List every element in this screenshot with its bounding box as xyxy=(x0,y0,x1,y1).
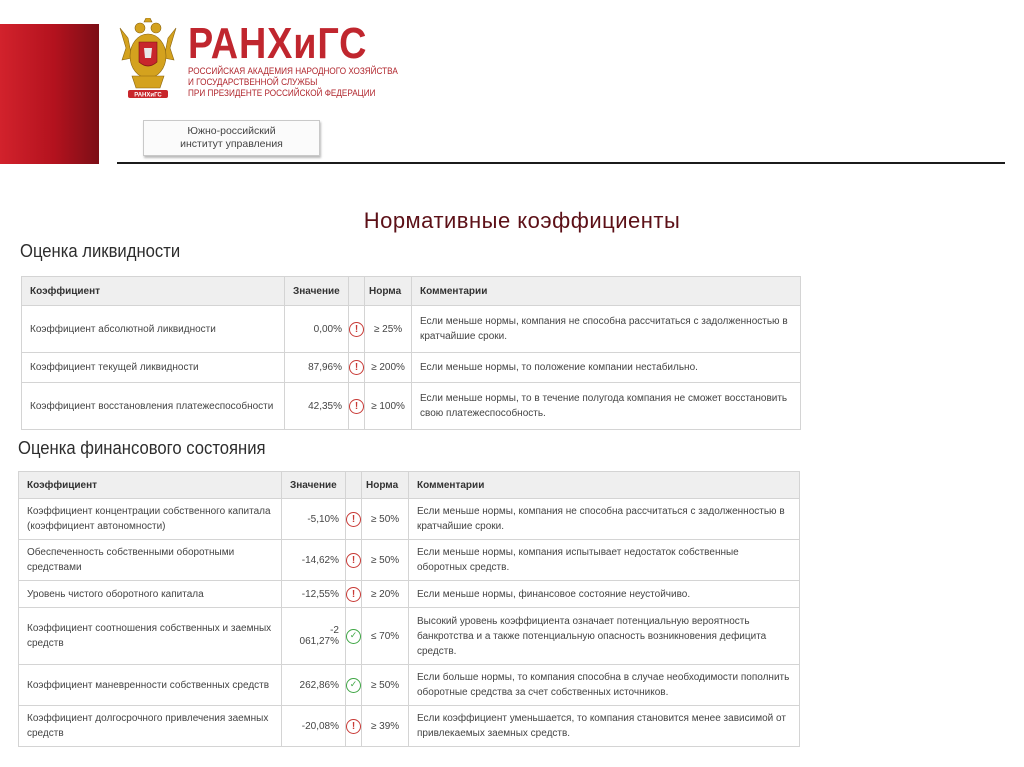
check-icon: ✓ xyxy=(346,678,361,693)
coefficient-norm: ≥ 50% xyxy=(362,499,409,540)
table-row xyxy=(19,581,800,608)
liquidity-table xyxy=(21,276,801,430)
coefficient-name: Коэффициент соотношения собственных и заемных средств xyxy=(19,608,282,665)
table-row xyxy=(22,383,801,430)
coefficient-comment: Если меньше нормы, то положение компании нестабильно. xyxy=(412,353,801,383)
coefficient-name: Коэффициент долгосрочного привлечения заемных средств xyxy=(19,706,282,747)
table-row xyxy=(22,306,801,353)
coefficient-value: 262,86% xyxy=(282,665,346,706)
coefficient-name: Коэффициент восстановления платежеспособности xyxy=(22,383,285,430)
coefficient-comment: Если меньше нормы, то в течение полугода компания не сможет восстановить свою платежеспособность. xyxy=(412,383,801,430)
coefficient-name: Коэффициент концентрации собственного капитала (коэффициент автономности) xyxy=(19,499,282,540)
brand-subtitle-line-2: И ГОСУДАРСТВЕННОЙ СЛУЖБЫ xyxy=(188,77,318,88)
column-header-status xyxy=(346,472,362,499)
coefficient-value: -12,55% xyxy=(282,581,346,608)
coefficient-norm: ≥ 200% xyxy=(365,353,412,383)
slide-title: Нормативные коэффициенты xyxy=(363,208,681,233)
brand-name: РАНХиГС xyxy=(188,19,368,68)
logo-caption: РАНХиГС xyxy=(134,92,162,99)
coefficient-comment: Если меньше нормы, компания не способна рассчитаться с задолженностью в кратчайшие сроки. xyxy=(412,306,801,353)
table-header-row xyxy=(22,277,801,306)
coat-of-arms-logo xyxy=(118,18,178,104)
table-row xyxy=(19,499,800,540)
financial-section-title: Оценка финансового состояния xyxy=(18,437,266,458)
column-header-comment: Комментарии xyxy=(409,472,800,499)
brand-subtitle-line-1: РОССИЙСКАЯ АКАДЕМИЯ НАРОДНОГО ХОЗЯЙСТВА xyxy=(188,66,398,77)
warning-icon: ! xyxy=(349,322,364,337)
check-icon: ✓ xyxy=(346,629,361,644)
coefficient-norm: ≥ 20% xyxy=(362,581,409,608)
warning-icon: ! xyxy=(346,512,361,527)
coefficient-name: Обеспеченность собственными оборотными средствами xyxy=(19,540,282,581)
coefficient-norm: ≥ 50% xyxy=(362,665,409,706)
table-row xyxy=(19,665,800,706)
warning-icon: ! xyxy=(349,360,364,375)
column-header-name: Коэффициент xyxy=(19,472,282,499)
coefficient-value: 87,96% xyxy=(285,353,349,383)
coefficient-norm: ≤ 70% xyxy=(362,608,409,665)
column-header-value: Значение xyxy=(282,472,346,499)
coefficient-name: Коэффициент текущей ликвидности xyxy=(22,353,285,383)
coefficient-value: 42,35% xyxy=(285,383,349,430)
warning-icon: ! xyxy=(346,587,361,602)
coefficient-value: 0,00% xyxy=(285,306,349,353)
coefficient-value: -20,08% xyxy=(282,706,346,747)
financial-table xyxy=(18,471,800,747)
red-accent-bar xyxy=(0,24,99,164)
column-header-norm: Норма xyxy=(362,472,409,499)
coefficient-comment: Если коэффициент уменьшается, то компания становится менее зависимой от привлекаемых заемных средств. xyxy=(409,706,800,747)
coefficient-norm: ≥ 50% xyxy=(362,540,409,581)
brand-subtitle-line-3: ПРИ ПРЕЗИДЕНТЕ РОССИЙСКОЙ ФЕДЕРАЦИИ xyxy=(188,88,376,99)
institute-text: Южно-российский институт управления xyxy=(180,125,283,150)
table-row xyxy=(19,608,800,665)
table-row xyxy=(19,706,800,747)
coefficient-norm: ≥ 39% xyxy=(362,706,409,747)
brand-block xyxy=(188,19,432,99)
table-header-row xyxy=(19,472,800,499)
coefficient-norm: ≥ 25% xyxy=(365,306,412,353)
coefficient-comment: Если меньше нормы, финансовое состояние неустойчиво. xyxy=(409,581,800,608)
coefficient-comment: Высокий уровень коэффициента означает потенциальную вероятность банкротства и а также потенциальную опасность возникновения дефицита средств. xyxy=(409,608,800,665)
warning-icon: ! xyxy=(349,399,364,414)
column-header-comment: Комментарии xyxy=(412,277,801,306)
coefficient-comment: Если больше нормы, то компания способна в случае необходимости пополнить оборотные средства за счет собственных источников. xyxy=(409,665,800,706)
column-header-status xyxy=(349,277,365,306)
table-row xyxy=(19,540,800,581)
coefficient-name: Коэффициент маневренности собственных средств xyxy=(19,665,282,706)
coefficient-value: -14,62% xyxy=(282,540,346,581)
column-header-norm: Норма xyxy=(365,277,412,306)
liquidity-section-title: Оценка ликвидности xyxy=(20,240,181,261)
warning-icon: ! xyxy=(346,719,361,734)
header-divider xyxy=(117,162,1005,164)
column-header-name: Коэффициент xyxy=(22,277,285,306)
column-header-value: Значение xyxy=(285,277,349,306)
coefficient-name: Коэффициент абсолютной ликвидности xyxy=(22,306,285,353)
institute-label xyxy=(143,120,320,156)
coefficient-value: -2 061,27% xyxy=(282,608,346,665)
coefficient-value: -5,10% xyxy=(282,499,346,540)
coefficient-comment: Если меньше нормы, компания не способна рассчитаться с задолженностью в кратчайшие сроки. xyxy=(409,499,800,540)
coefficient-norm: ≥ 100% xyxy=(365,383,412,430)
table-row xyxy=(22,353,801,383)
coefficient-comment: Если меньше нормы, компания испытывает недостаток собственные оборотных средств. xyxy=(409,540,800,581)
coefficient-name: Уровень чистого оборотного капитала xyxy=(19,581,282,608)
warning-icon: ! xyxy=(346,553,361,568)
